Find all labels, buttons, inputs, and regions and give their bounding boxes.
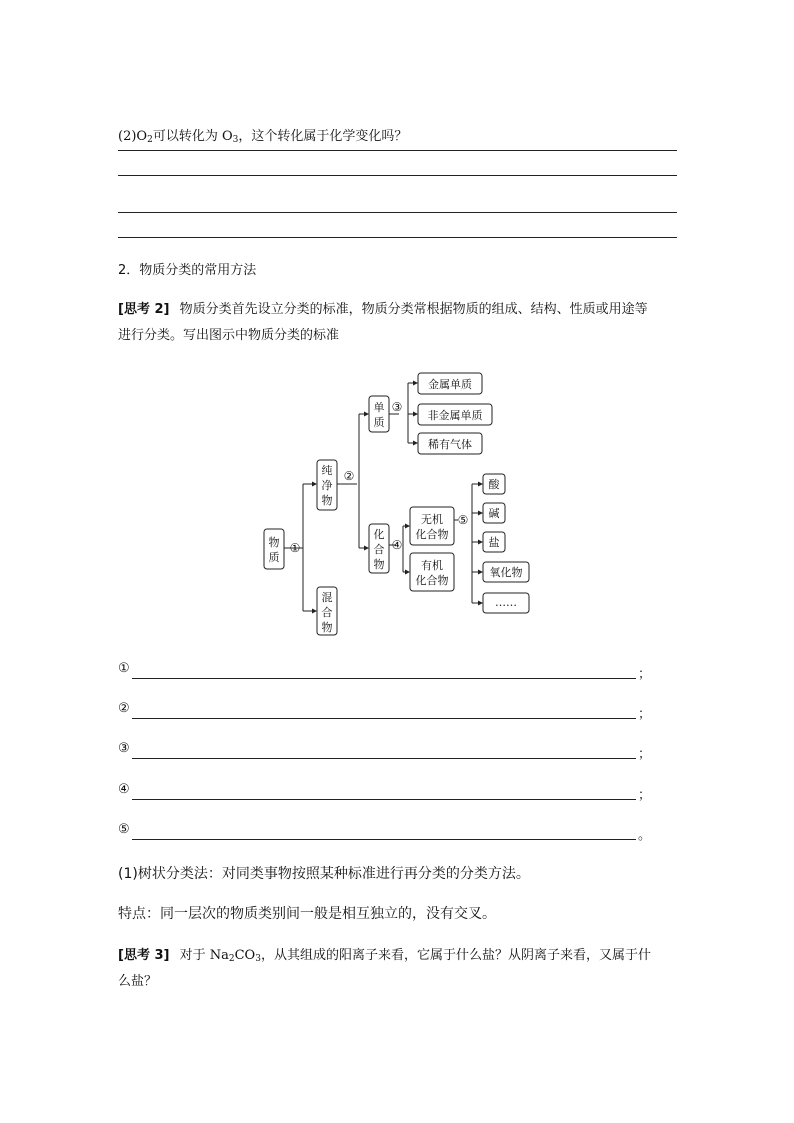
marker-5: ⑤ xyxy=(457,513,469,527)
answer-punct: ； xyxy=(638,788,652,803)
answer-line[interactable] xyxy=(132,758,636,759)
think-2-tag: [思考 2] xyxy=(118,302,170,317)
think-2-line-1: [思考 2] 物质分类首先设立分类的标准，物质分类常根据物质的组成、结构、性质或用途等 xyxy=(118,302,648,317)
section-heading: 2．物质分类的常用方法 xyxy=(118,263,257,278)
root-label-1: 物 xyxy=(268,536,280,549)
element-label-1: 单 xyxy=(373,401,385,414)
element-label-2: 质 xyxy=(373,416,385,429)
question-2: $(2)O_2$可以转化为 $O_3$，这个转化属于化学变化吗？ xyxy=(118,129,408,145)
answer-row-2 xyxy=(118,701,652,723)
classification-diagram xyxy=(255,368,545,640)
compound-label-3: 物 xyxy=(373,558,385,571)
marker-4: ④ xyxy=(391,538,403,552)
answer-punct: ； xyxy=(638,747,652,762)
salt-label: 盐 xyxy=(488,536,500,549)
base-label: 碱 xyxy=(488,507,500,520)
answer-line[interactable] xyxy=(118,150,677,151)
acid-label: 酸 xyxy=(488,478,500,491)
answer-line[interactable] xyxy=(132,718,636,719)
compound-label-2: 合 xyxy=(373,543,385,556)
think-3-line-2: 么盐？ xyxy=(118,974,158,989)
etc-label: …… xyxy=(495,596,517,609)
think-3-tag: [思考 3] xyxy=(118,948,170,963)
answer-row-1 xyxy=(118,661,652,683)
marker-3: ③ xyxy=(391,400,403,414)
think-2-line-2: 进行分类。写出图示中物质分类的标准 xyxy=(118,328,340,343)
answer-punct: ； xyxy=(638,707,652,722)
noble-label: 稀有气体 xyxy=(428,438,472,451)
answer-line[interactable] xyxy=(118,175,677,176)
marker-2: ② xyxy=(343,469,355,483)
tree-method-title: (1)树状分类法：对同类事物按照某种标准进行再分类的分类方法。 xyxy=(118,866,530,882)
compound-label-1: 化 xyxy=(373,528,385,541)
answer-row-3 xyxy=(118,741,652,763)
metal-label: 金属单质 xyxy=(428,378,472,391)
answer-row-5 xyxy=(118,822,652,844)
answer-line[interactable] xyxy=(132,799,636,800)
answer-line[interactable] xyxy=(132,678,636,679)
mixture-label-1: 混 xyxy=(321,591,333,604)
answer-number: ③ xyxy=(118,741,130,756)
tree-method-feature: 特点：同一层次的物质类别间一般是相互独立的，没有交叉。 xyxy=(118,906,496,922)
inorganic-label-1: 无机 xyxy=(421,513,443,526)
pure-label-2: 净 xyxy=(321,479,333,492)
pure-label-1: 纯 xyxy=(321,464,333,477)
oxide-label: 氧化物 xyxy=(489,566,523,579)
inorganic-label-2: 化合物 xyxy=(415,528,449,541)
answer-number: ④ xyxy=(118,782,130,797)
mixture-label-2: 合 xyxy=(321,606,333,619)
think-3-line-1: [思考 3] 对于 $Na_2CO_3$，从其组成的阳离子来看，它属于什么盐？从阴离子来看，又属于什 xyxy=(118,948,651,964)
answer-number: ⑤ xyxy=(118,822,130,837)
answer-number: ② xyxy=(118,701,130,716)
organic-label-2: 化合物 xyxy=(415,574,449,587)
mixture-label-3: 物 xyxy=(321,621,333,634)
answer-punct: ； xyxy=(638,667,652,682)
root-label-2: 质 xyxy=(268,551,280,564)
nonmetal-label: 非金属单质 xyxy=(427,409,483,422)
pure-label-3: 物 xyxy=(321,494,333,507)
answer-punct: 。 xyxy=(638,828,652,843)
organic-label-1: 有机 xyxy=(421,559,443,572)
answer-line[interactable] xyxy=(118,237,677,238)
marker-1: ① xyxy=(289,541,301,555)
answer-line[interactable] xyxy=(118,212,677,213)
answer-line[interactable] xyxy=(132,839,636,840)
answer-row-4 xyxy=(118,782,652,804)
answer-number: ① xyxy=(118,661,130,676)
